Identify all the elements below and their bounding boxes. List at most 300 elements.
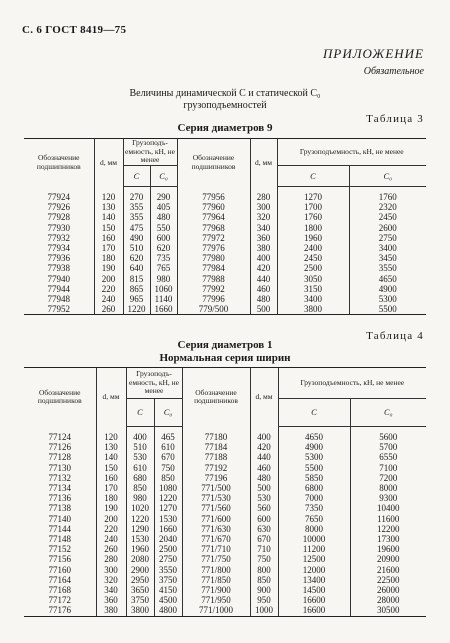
c0-cell: 480 bbox=[150, 212, 177, 222]
c0-cell: 28000 bbox=[350, 595, 426, 605]
d-cell: 260 bbox=[94, 304, 123, 315]
c0-cell: 735 bbox=[150, 253, 177, 263]
d-cell: 190 bbox=[94, 263, 123, 273]
table4-subseries: Нормальная серия ширин bbox=[159, 352, 291, 364]
designation-cell: 771/670 bbox=[182, 534, 250, 544]
c-cell: 12500 bbox=[278, 554, 350, 564]
c-cell: 1960 bbox=[277, 233, 349, 243]
table-row bbox=[24, 187, 426, 203]
c-cell: 8000 bbox=[278, 524, 350, 534]
table-row bbox=[24, 284, 426, 294]
c0-cell: 1140 bbox=[150, 294, 177, 304]
table-row bbox=[24, 442, 426, 452]
d-cell: 240 bbox=[94, 294, 123, 304]
designation-cell: 771/600 bbox=[182, 514, 250, 524]
c-cell: 4900 bbox=[278, 442, 350, 452]
designation-cell: 771/530 bbox=[182, 493, 250, 503]
table-row bbox=[24, 243, 426, 253]
d-cell: 260 bbox=[96, 544, 126, 554]
table-row bbox=[24, 263, 426, 273]
c0-cell: 1080 bbox=[154, 483, 182, 493]
c-cell: 510 bbox=[123, 243, 150, 253]
designation-cell: 77168 bbox=[48, 585, 71, 596]
c0-cell: 620 bbox=[150, 243, 177, 253]
c0-cell: 11600 bbox=[350, 514, 426, 524]
header-capacity-wide: Грузоподъемность, кН, не менее bbox=[277, 139, 426, 166]
c0-cell: 2450 bbox=[349, 212, 426, 222]
designation-cell: 77928 bbox=[47, 212, 70, 223]
table-row bbox=[24, 565, 426, 575]
d-cell: 200 bbox=[94, 274, 123, 284]
designation-cell: 77984 bbox=[177, 263, 250, 273]
d-cell: 240 bbox=[96, 534, 126, 544]
designation-cell: 771/900 bbox=[182, 585, 250, 595]
c0-cell: 9300 bbox=[350, 493, 426, 503]
c-cell: 1530 bbox=[126, 534, 154, 544]
designation-cell: 77128 bbox=[48, 452, 71, 463]
header-c0: C₀ bbox=[349, 166, 426, 187]
c0-cell: 2040 bbox=[154, 534, 182, 544]
c-cell: 1020 bbox=[126, 503, 154, 513]
c0-cell: 17300 bbox=[350, 534, 426, 544]
c-cell: 2500 bbox=[277, 263, 349, 273]
table-row bbox=[24, 274, 426, 284]
d-cell: 360 bbox=[96, 595, 126, 605]
c-cell: 1700 bbox=[277, 202, 349, 212]
c-cell: 2900 bbox=[126, 565, 154, 575]
c0-cell: 19600 bbox=[350, 544, 426, 554]
header-designation: Обозначение подшипников bbox=[177, 139, 250, 187]
designation-cell: 77192 bbox=[182, 463, 250, 473]
c0-cell: 4500 bbox=[154, 595, 182, 605]
header-d: d, мм bbox=[250, 368, 278, 427]
d-cell: 380 bbox=[96, 605, 126, 616]
c-cell: 680 bbox=[126, 473, 154, 483]
c-cell: 11200 bbox=[278, 544, 350, 554]
designation-cell: 77976 bbox=[177, 243, 250, 253]
c-cell: 3150 bbox=[277, 284, 349, 294]
designation-cell: 77136 bbox=[48, 493, 71, 504]
header-c0: C₀ bbox=[150, 166, 177, 187]
c0-cell: 4150 bbox=[154, 585, 182, 595]
header-d: d, мм bbox=[96, 368, 126, 427]
c-cell: 355 bbox=[123, 202, 150, 212]
d-cell: 280 bbox=[250, 187, 277, 203]
c-cell: 7000 bbox=[278, 493, 350, 503]
table4 bbox=[24, 367, 426, 617]
designation-cell: 77160 bbox=[48, 564, 71, 575]
designation-cell: 77930 bbox=[47, 222, 70, 233]
d-cell: 500 bbox=[250, 483, 278, 493]
c0-cell: 850 bbox=[154, 473, 182, 483]
designation-cell: 77934 bbox=[47, 243, 70, 254]
c0-cell: 8000 bbox=[350, 483, 426, 493]
c-cell: 1800 bbox=[277, 223, 349, 233]
c0-cell: 405 bbox=[150, 202, 177, 212]
c-cell: 815 bbox=[123, 274, 150, 284]
c-cell: 2400 bbox=[277, 243, 349, 253]
d-cell: 900 bbox=[250, 585, 278, 595]
c-cell: 4650 bbox=[278, 427, 350, 443]
designation-cell: 77948 bbox=[47, 294, 70, 305]
d-cell: 1000 bbox=[250, 605, 278, 616]
c-cell: 2950 bbox=[126, 575, 154, 585]
designation-cell: 77996 bbox=[177, 294, 250, 304]
c0-cell: 30500 bbox=[350, 605, 426, 616]
designation-cell: 77924 bbox=[47, 191, 70, 202]
designation-cell: 771/710 bbox=[182, 544, 250, 554]
designation-cell: 77134 bbox=[48, 483, 71, 494]
table-row bbox=[24, 544, 426, 554]
c0-cell: 1220 bbox=[154, 493, 182, 503]
c0-cell: 1530 bbox=[154, 514, 182, 524]
d-cell: 750 bbox=[250, 554, 278, 564]
designation-cell: 77932 bbox=[47, 232, 70, 243]
designation-cell: 77960 bbox=[177, 202, 250, 212]
designation-cell: 77152 bbox=[48, 544, 71, 555]
c0-cell: 1060 bbox=[150, 284, 177, 294]
c0-cell: 5500 bbox=[349, 304, 426, 315]
c0-cell: 1660 bbox=[154, 524, 182, 534]
c0-cell: 26000 bbox=[350, 585, 426, 595]
d-cell: 140 bbox=[94, 212, 123, 222]
designation-cell: 77196 bbox=[182, 473, 250, 483]
d-cell: 180 bbox=[96, 493, 126, 503]
designation-cell: 77164 bbox=[48, 574, 71, 585]
d-cell: 530 bbox=[250, 493, 278, 503]
c-cell: 865 bbox=[123, 284, 150, 294]
d-cell: 130 bbox=[96, 442, 126, 452]
d-cell: 220 bbox=[94, 284, 123, 294]
header-c: C bbox=[123, 166, 150, 187]
d-cell: 440 bbox=[250, 274, 277, 284]
c-cell: 16600 bbox=[278, 605, 350, 616]
c-cell: 3800 bbox=[277, 304, 349, 315]
designation-cell: 77956 bbox=[177, 187, 250, 203]
designation-cell: 771/800 bbox=[182, 565, 250, 575]
d-cell: 950 bbox=[250, 595, 278, 605]
c-cell: 14500 bbox=[278, 585, 350, 595]
c0-cell: 4650 bbox=[349, 274, 426, 284]
table-row bbox=[24, 483, 426, 493]
d-cell: 420 bbox=[250, 263, 277, 273]
designation-cell: 77952 bbox=[24, 304, 94, 315]
c-cell: 620 bbox=[123, 253, 150, 263]
d-cell: 160 bbox=[94, 233, 123, 243]
d-cell: 190 bbox=[96, 503, 126, 513]
table-row bbox=[24, 605, 426, 616]
d-cell: 140 bbox=[96, 452, 126, 462]
table-row bbox=[24, 514, 426, 524]
c0-cell: 1760 bbox=[349, 187, 426, 203]
c0-cell: 465 bbox=[154, 427, 182, 443]
c0-cell: 21600 bbox=[350, 565, 426, 575]
table-row bbox=[24, 503, 426, 513]
c0-cell: 7100 bbox=[350, 463, 426, 473]
d-cell: 170 bbox=[96, 483, 126, 493]
c0-cell: 10400 bbox=[350, 503, 426, 513]
d-cell: 400 bbox=[250, 253, 277, 263]
d-cell: 120 bbox=[94, 187, 123, 203]
designation-cell: 77992 bbox=[177, 284, 250, 294]
table4-series: Серия диаметров 1 bbox=[177, 339, 273, 351]
c-cell: 7350 bbox=[278, 503, 350, 513]
table-row bbox=[24, 233, 426, 243]
table-row bbox=[24, 473, 426, 483]
d-cell: 480 bbox=[250, 473, 278, 483]
d-cell: 400 bbox=[250, 427, 278, 443]
designation-cell: 77944 bbox=[47, 283, 70, 294]
d-cell: 380 bbox=[250, 243, 277, 253]
c-cell: 5300 bbox=[278, 452, 350, 462]
c-cell: 270 bbox=[123, 187, 150, 203]
header-c0: C₀ bbox=[154, 399, 182, 427]
header-c: C bbox=[278, 399, 350, 427]
c0-cell: 550 bbox=[150, 223, 177, 233]
header-d: d, мм bbox=[94, 139, 123, 187]
d-cell: 500 bbox=[250, 304, 277, 315]
designation-cell: 77126 bbox=[48, 442, 71, 453]
c-cell: 1760 bbox=[277, 212, 349, 222]
c0-cell: 610 bbox=[154, 442, 182, 452]
c0-cell: 6550 bbox=[350, 452, 426, 462]
c0-cell: 600 bbox=[150, 233, 177, 243]
c0-cell: 980 bbox=[150, 274, 177, 284]
designation-cell: 77132 bbox=[48, 472, 71, 483]
designation-cell: 77964 bbox=[177, 212, 250, 222]
c0-cell: 765 bbox=[150, 263, 177, 273]
d-cell: 220 bbox=[96, 524, 126, 534]
designation-cell: 77176 bbox=[24, 605, 96, 616]
c-cell: 1220 bbox=[126, 514, 154, 524]
designation-cell: 77988 bbox=[177, 274, 250, 284]
d-cell: 800 bbox=[250, 565, 278, 575]
designation-cell: 771/560 bbox=[182, 503, 250, 513]
d-cell: 340 bbox=[250, 223, 277, 233]
c0-cell: 4800 bbox=[154, 605, 182, 616]
c0-cell: 1270 bbox=[154, 503, 182, 513]
c0-cell: 670 bbox=[154, 452, 182, 462]
designation-cell: 77936 bbox=[47, 253, 70, 264]
c0-cell: 3550 bbox=[349, 263, 426, 273]
d-cell: 170 bbox=[94, 243, 123, 253]
d-cell: 320 bbox=[250, 212, 277, 222]
table3-label: Таблица 3 bbox=[366, 113, 424, 125]
table-row bbox=[24, 452, 426, 462]
document-title-line1: Величины динамической C и статической C₀ bbox=[129, 88, 321, 99]
table-row bbox=[24, 202, 426, 212]
page-header: С. 6 ГОСТ 8419—75 bbox=[22, 24, 127, 36]
table-row bbox=[24, 534, 426, 544]
c0-cell: 5700 bbox=[350, 442, 426, 452]
designation-cell: 77172 bbox=[48, 595, 71, 606]
c-cell: 1270 bbox=[277, 187, 349, 203]
c-cell: 3050 bbox=[277, 274, 349, 284]
c0-cell: 4900 bbox=[349, 284, 426, 294]
d-cell: 160 bbox=[96, 473, 126, 483]
c0-cell: 7200 bbox=[350, 473, 426, 483]
c-cell: 5500 bbox=[278, 463, 350, 473]
c-cell: 3750 bbox=[126, 595, 154, 605]
designation-cell: 77124 bbox=[48, 431, 71, 442]
designation-cell: 77940 bbox=[47, 273, 70, 284]
table-row bbox=[24, 294, 426, 304]
header-c: C bbox=[126, 399, 154, 427]
c0-cell: 2600 bbox=[349, 223, 426, 233]
c-cell: 3650 bbox=[126, 585, 154, 595]
d-cell: 710 bbox=[250, 544, 278, 554]
c0-cell: 2320 bbox=[349, 202, 426, 212]
d-cell: 600 bbox=[250, 514, 278, 524]
c0-cell: 1660 bbox=[150, 304, 177, 315]
designation-cell: 77968 bbox=[177, 223, 250, 233]
table4-label: Таблица 4 bbox=[366, 330, 424, 342]
table3 bbox=[24, 138, 426, 315]
appendix-title: ПРИЛОЖЕНИЕ bbox=[323, 46, 424, 61]
designation-cell: 77148 bbox=[48, 534, 71, 545]
c-cell: 850 bbox=[126, 483, 154, 493]
c-cell: 13400 bbox=[278, 575, 350, 585]
d-cell: 280 bbox=[96, 554, 126, 564]
c-cell: 3800 bbox=[126, 605, 154, 616]
appendix-subtitle: Обязательное bbox=[363, 66, 424, 77]
c-cell: 640 bbox=[123, 263, 150, 273]
c-cell: 1290 bbox=[126, 524, 154, 534]
table3-series: Серия диаметров 9 bbox=[177, 122, 273, 134]
c-cell: 610 bbox=[126, 463, 154, 473]
c0-cell: 3400 bbox=[349, 243, 426, 253]
header-capacity: Грузоподъ-емность, кН, не менее bbox=[123, 139, 177, 166]
c0-cell: 22500 bbox=[350, 575, 426, 585]
d-cell: 850 bbox=[250, 575, 278, 585]
designation-cell: 77140 bbox=[48, 513, 71, 524]
designation-cell: 771/630 bbox=[182, 524, 250, 534]
table-row bbox=[24, 524, 426, 534]
d-cell: 670 bbox=[250, 534, 278, 544]
d-cell: 360 bbox=[250, 233, 277, 243]
header-capacity-wide: Грузоподъемность, кН, не менее bbox=[278, 368, 426, 399]
table-row bbox=[24, 595, 426, 605]
d-cell: 300 bbox=[96, 565, 126, 575]
c-cell: 12000 bbox=[278, 565, 350, 575]
c-cell: 355 bbox=[123, 212, 150, 222]
c0-cell: 5600 bbox=[350, 427, 426, 443]
designation-cell: 77156 bbox=[48, 554, 71, 565]
designation-cell: 77972 bbox=[177, 233, 250, 243]
designation-cell: 771/950 bbox=[182, 595, 250, 605]
table-row bbox=[24, 253, 426, 263]
c0-cell: 5300 bbox=[349, 294, 426, 304]
designation-cell: 771/750 bbox=[182, 554, 250, 564]
designation-cell: 77980 bbox=[177, 253, 250, 263]
c-cell: 2080 bbox=[126, 554, 154, 564]
c0-cell: 20900 bbox=[350, 554, 426, 564]
c0-cell: 12200 bbox=[350, 524, 426, 534]
document-title bbox=[0, 88, 450, 112]
c0-cell: 290 bbox=[150, 187, 177, 203]
d-cell: 120 bbox=[96, 427, 126, 443]
c-cell: 490 bbox=[123, 233, 150, 243]
designation-cell: 779/500 bbox=[177, 304, 250, 315]
c0-cell: 3750 bbox=[154, 575, 182, 585]
c-cell: 2450 bbox=[277, 253, 349, 263]
d-cell: 150 bbox=[94, 223, 123, 233]
c-cell: 510 bbox=[126, 442, 154, 452]
header-designation: Обозначение подшипников bbox=[24, 368, 96, 427]
c-cell: 400 bbox=[126, 427, 154, 443]
table-row bbox=[24, 427, 426, 443]
table-row bbox=[24, 223, 426, 233]
d-cell: 480 bbox=[250, 294, 277, 304]
d-cell: 130 bbox=[94, 202, 123, 212]
c-cell: 3400 bbox=[277, 294, 349, 304]
c0-cell: 750 bbox=[154, 463, 182, 473]
header-designation: Обозначение подшипников bbox=[182, 368, 250, 427]
table-row bbox=[24, 463, 426, 473]
c-cell: 1220 bbox=[123, 304, 150, 315]
header-designation: Обозначение подшипников bbox=[24, 139, 94, 187]
d-cell: 300 bbox=[250, 202, 277, 212]
c-cell: 6800 bbox=[278, 483, 350, 493]
c0-cell: 3550 bbox=[154, 565, 182, 575]
c-cell: 10000 bbox=[278, 534, 350, 544]
table-row bbox=[24, 493, 426, 503]
d-cell: 340 bbox=[96, 585, 126, 595]
c0-cell: 2500 bbox=[154, 544, 182, 554]
d-cell: 320 bbox=[96, 575, 126, 585]
c-cell: 1960 bbox=[126, 544, 154, 554]
c-cell: 7650 bbox=[278, 514, 350, 524]
designation-cell: 77938 bbox=[47, 263, 70, 274]
table-row bbox=[24, 585, 426, 595]
d-cell: 560 bbox=[250, 503, 278, 513]
header-c: C bbox=[277, 166, 349, 187]
d-cell: 440 bbox=[250, 452, 278, 462]
header-capacity: Грузоподъ-емность, кН, не менее bbox=[126, 368, 182, 399]
d-cell: 150 bbox=[96, 463, 126, 473]
designation-cell: 77184 bbox=[182, 442, 250, 452]
document-title-line2: грузоподъемностей bbox=[183, 100, 267, 111]
table-row bbox=[24, 212, 426, 222]
c-cell: 475 bbox=[123, 223, 150, 233]
d-cell: 630 bbox=[250, 524, 278, 534]
designation-cell: 771/500 bbox=[182, 483, 250, 493]
table-row bbox=[24, 304, 426, 315]
c-cell: 5850 bbox=[278, 473, 350, 483]
c0-cell: 2750 bbox=[154, 554, 182, 564]
c0-cell: 3450 bbox=[349, 253, 426, 263]
table-row bbox=[24, 575, 426, 585]
table-row bbox=[24, 554, 426, 564]
designation-cell: 77188 bbox=[182, 452, 250, 462]
designation-cell: 771/1000 bbox=[182, 605, 250, 616]
d-cell: 420 bbox=[250, 442, 278, 452]
d-cell: 460 bbox=[250, 463, 278, 473]
c-cell: 965 bbox=[123, 294, 150, 304]
header-d: d, мм bbox=[250, 139, 277, 187]
designation-cell: 77180 bbox=[182, 427, 250, 443]
c0-cell: 2750 bbox=[349, 233, 426, 243]
designation-cell: 77130 bbox=[48, 462, 71, 473]
d-cell: 460 bbox=[250, 284, 277, 294]
c-cell: 980 bbox=[126, 493, 154, 503]
d-cell: 180 bbox=[94, 253, 123, 263]
c-cell: 16600 bbox=[278, 595, 350, 605]
designation-cell: 77144 bbox=[48, 523, 71, 534]
d-cell: 200 bbox=[96, 514, 126, 524]
c-cell: 530 bbox=[126, 452, 154, 462]
designation-cell: 771/850 bbox=[182, 575, 250, 585]
